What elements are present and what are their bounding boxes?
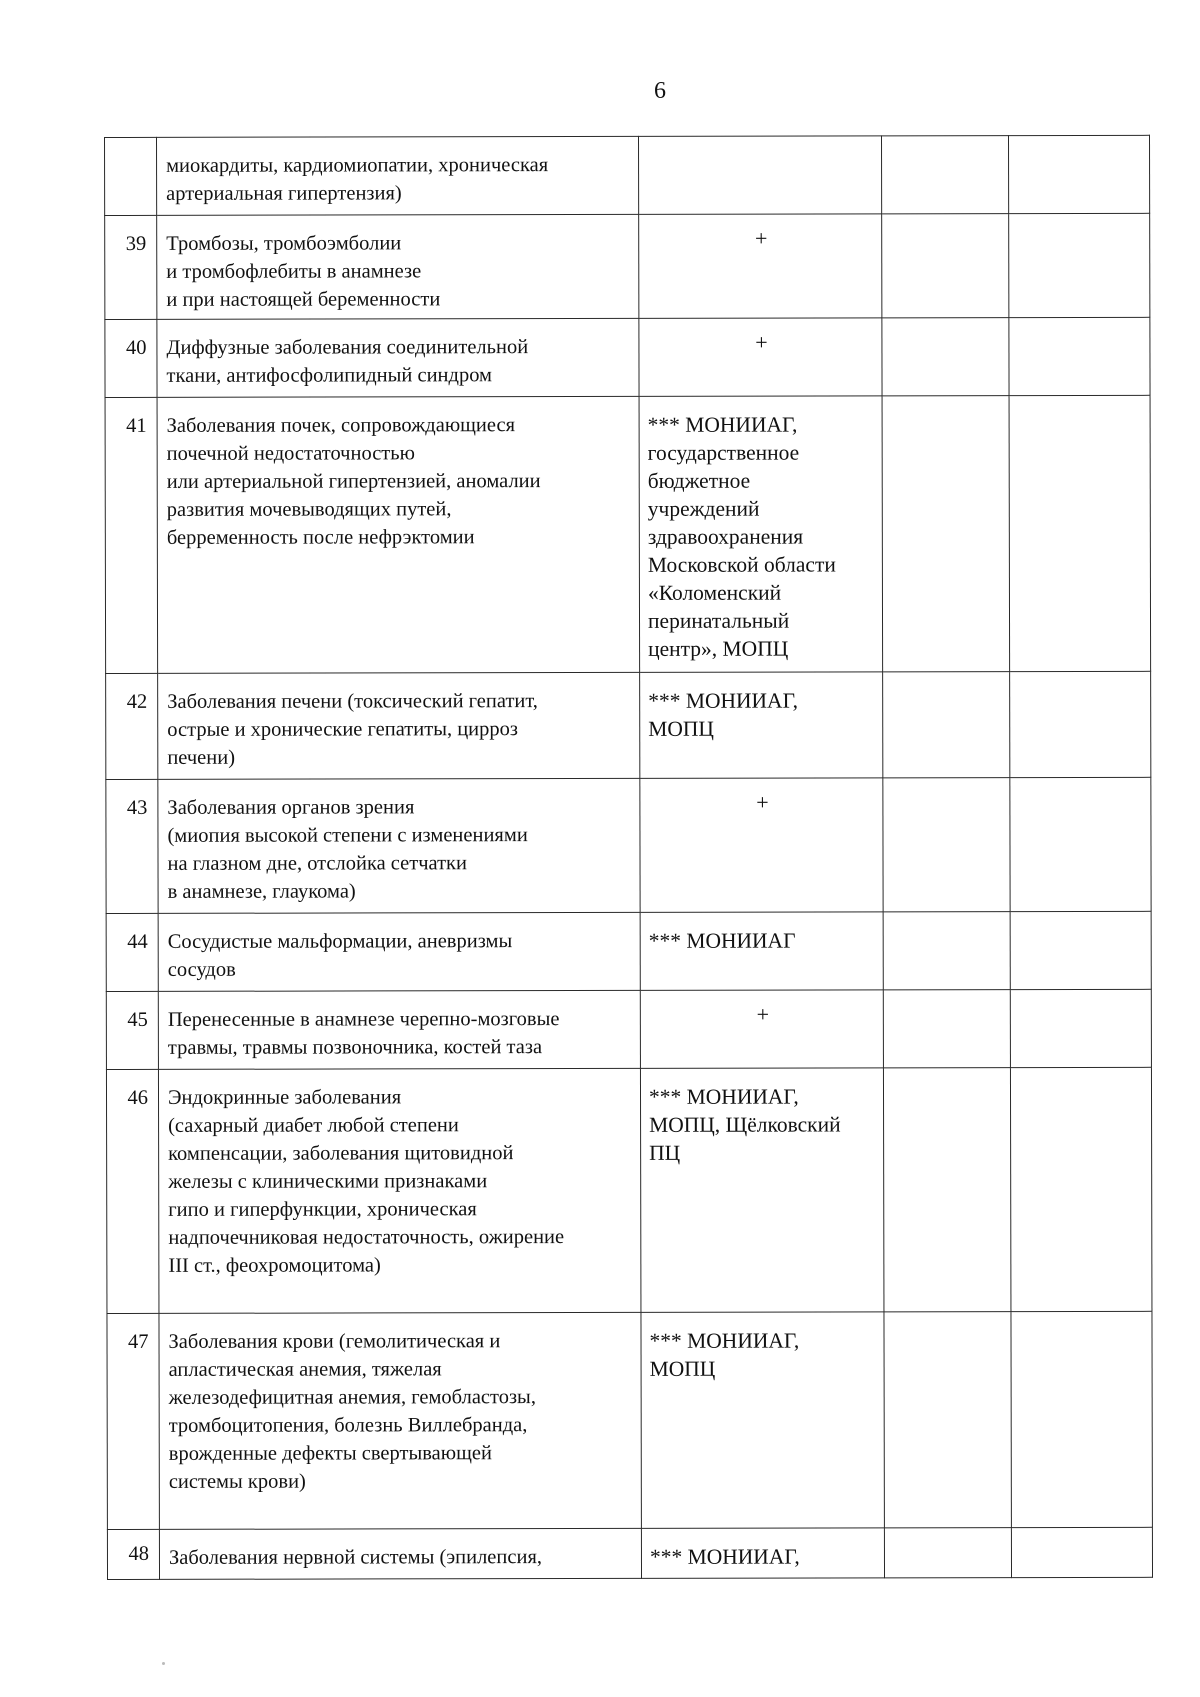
plus-mark: +	[640, 990, 883, 1069]
empty-cell	[882, 396, 1010, 672]
empty-cell	[1009, 395, 1151, 671]
empty-cell	[881, 136, 1008, 214]
empty-cell	[1009, 317, 1150, 395]
row-number: 47	[107, 1313, 159, 1529]
table-row	[105, 135, 1150, 215]
row-number: 45	[106, 991, 158, 1069]
empty-cell	[884, 1312, 1011, 1528]
empty-cell	[883, 778, 1010, 912]
plus-mark: +	[639, 318, 882, 397]
condition-description: Тромбозы, тромбоэмболии и тромбофлебиты в анамнезе и при настоящей беременности	[157, 214, 639, 319]
scan-artifact	[162, 1662, 165, 1665]
table-row	[105, 317, 1150, 397]
table-row	[106, 671, 1151, 779]
empty-cell	[883, 990, 1010, 1068]
page-number: 6	[654, 78, 666, 104]
institution-cell: *** МОНИИАГ, государственное бюджетное учреждений здравоохранения Московской области «Коломенский перинатальный центр», МОПЦ	[639, 396, 883, 673]
table-body	[105, 135, 1153, 1579]
row-number: 48	[107, 1529, 159, 1579]
condition-description: Заболевания крови (гемолитическая и апластическая анемия, тяжелая железодефицитная анемия, гемобластозы, тромбоцитопения, болезнь Виллебранда, врожденные дефекты свертывающей системы крови)	[159, 1312, 641, 1529]
empty-cell	[1008, 135, 1149, 213]
row-number: 46	[106, 1069, 159, 1313]
condition-description: Перенесенные в анамнезе черепно-мозговые травмы, травмы позвоночника, костей таза	[158, 990, 640, 1069]
empty-cell	[1009, 213, 1150, 317]
condition-description: Заболевания нервной системы (эпилепсия,	[159, 1528, 641, 1579]
empty-cell	[1011, 1527, 1152, 1577]
condition-description: миокардиты, кардиомиопатии, хроническая артериальная гипертензия)	[157, 136, 639, 215]
condition-description: Диффузные заболевания соединительной ткани, антифосфолипидный синдром	[157, 318, 639, 397]
institution-cell: *** МОНИИАГ	[640, 912, 883, 991]
empty-cell	[1010, 777, 1151, 911]
plus-mark: +	[640, 778, 883, 913]
row-number: 43	[106, 779, 158, 913]
institution-cell: *** МОНИИАГ, МОПЦ, Щёлковский ПЦ	[640, 1068, 884, 1313]
empty-cell	[884, 1528, 1011, 1578]
empty-cell	[1010, 911, 1151, 989]
table-row	[106, 911, 1151, 991]
institution-cell: *** МОНИИАГ,	[641, 1528, 884, 1579]
row-number: 41	[105, 397, 158, 673]
empty-cell	[883, 912, 1010, 990]
table-row	[106, 989, 1151, 1069]
row-number	[105, 137, 157, 215]
condition-description: Заболевания почек, сопровождающиеся почечной недостаточностью или артериальной гипертензией, аномалии развития мочевыводящих путей, берременность после нефрэктомии	[157, 396, 640, 673]
empty-cell	[883, 1068, 1011, 1312]
table-row	[106, 777, 1151, 913]
condition-description: Заболевания печени (токсический гепатит, острые и хронические гепатиты, цирроз печени)	[158, 672, 640, 779]
table-row	[105, 395, 1151, 673]
conditions-table	[104, 135, 1153, 1580]
table-row	[106, 1067, 1152, 1313]
institution-cell: *** МОНИИАГ, МОПЦ	[640, 672, 883, 779]
row-number: 42	[106, 673, 158, 779]
empty-cell	[1010, 989, 1151, 1067]
empty-cell	[1010, 1067, 1152, 1311]
institution-cell: *** МОНИИАГ, МОПЦ	[641, 1312, 884, 1529]
empty-cell	[882, 318, 1009, 396]
institution-cell	[638, 136, 881, 215]
table-row	[107, 1311, 1152, 1529]
condition-description: Эндокринные заболевания (сахарный диабет любой степени компенсации, заболевания щитовидной железы с клиническими признаками гипо и гиперфункции, хроническая надпочечниковая недостаточность, ожирение III ст., феохромоцитома)	[158, 1068, 641, 1313]
table-row	[107, 1527, 1152, 1579]
empty-cell	[1011, 1311, 1152, 1527]
table-row	[105, 213, 1150, 319]
condition-description: Заболевания органов зрения (миопия высокой степени с изменениями на глазном дне, отслойка сетчатки в анамнезе, глаукома)	[158, 778, 640, 913]
row-number: 44	[106, 913, 158, 991]
empty-cell	[882, 214, 1009, 318]
empty-cell	[1010, 671, 1151, 777]
condition-description: Сосудистые мальформации, аневризмы сосудов	[158, 912, 640, 991]
plus-mark: +	[639, 214, 882, 319]
row-number: 40	[105, 319, 157, 397]
row-number: 39	[105, 215, 157, 319]
empty-cell	[883, 672, 1010, 778]
